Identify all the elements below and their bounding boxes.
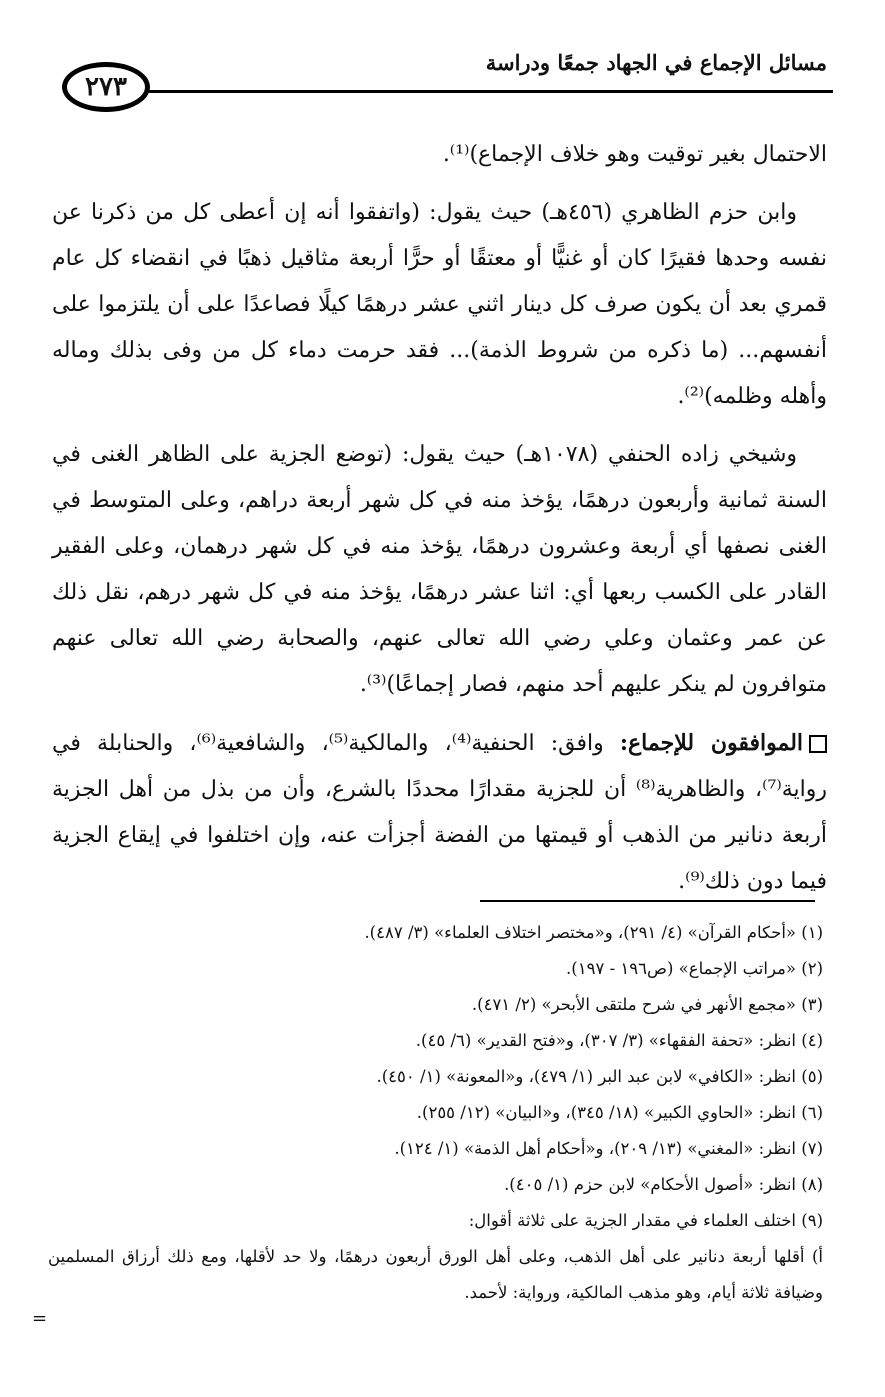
footnote-5: (٥) انظر: «الكافي» لابن عبد البر (١/ ٤٧٩)، و«المعونة» (١/ ٤٥٠). (376, 1067, 823, 1086)
footnote-9: (٩) اختلف العلماء في مقدار الجزية على ثلاثة أقوال: (468, 1211, 823, 1230)
running-title: مسائل الإجماع في الجهاد جمعًا ودراسة (485, 50, 827, 75)
footnote-6: (٦) انظر: «الحاوي الكبير» (١٨/ ٣٤٥)، و«البيان» (١٢/ ٢٥٥). (416, 1103, 823, 1122)
footnote-1: (١) «أحكام القرآن» (٤/ ٢٩١)، و«مختصر اختلاف العلماء» (٣/ ٤٨٧). (364, 923, 823, 942)
footnote-9-continuation: أ) أقلها أربعة دنانير على أهل الذهب، وعلى أهل الورق أربعون درهمًا، ولا حد لأقلها، ومع ذلك أرزاق المسلمين وضيافة ثلاثة أيام، وهو مذهب المالكية، ورواية: لأحمد. (48, 1247, 823, 1302)
agreeing-heading: الموافقون للإجماع: (619, 730, 804, 756)
footnote-4: (٤) انظر: «تحفة الفقهاء» (٣/ ٣٠٧)، و«فتح القدير» (٦/ ٤٥). (415, 1031, 823, 1050)
header-rule (148, 90, 833, 93)
footnote-separator (480, 900, 815, 902)
page-number: ٢٧٣ (85, 72, 127, 102)
continuation-mark: = (32, 1308, 48, 1329)
agreeing-text: وافق: الحنفية⁽⁴⁾، والمالكية⁽⁵⁾، والشافعية⁽⁶⁾، والحنابلة في رواية⁽⁷⁾، والظاهرية⁽⁸⁾ أن للجزية مقدارًا محددًا بالشرع، وأن من بذل من أهل الجزية أربعة دنانير من الذهب أو قيمتها من الفضة أجزأت عنه، وإن اختلفوا في إيقاع الجزية فيما دون ذلك⁽⁹⁾. (52, 731, 827, 894)
footnote-2: (٢) «مراتب الإجماع» (ص١٩٦ - ١٩٧). (566, 959, 823, 978)
paragraph-shaykhi-zadeh: وشيخي زاده الحنفي (١٠٧٨هـ) حيث يقول: (توضع الجزية على الظاهر الغنى في السنة ثمانية وأربعون درهمًا، يؤخذ منه في كل شهر أربعة دراهم، وعلى المتوسط في الغنى نصفها أي أربعة وعشرون درهمًا، يؤخذ منه في كل شهر درهمان، وعلى الفقير القادر على الكسب ربعها أي: اثنا عشر درهمًا، يؤخذ منه في كل شهر درهم، نقل ذلك عن عمر وعثمان وعلي رضي الله تعالى عنهم، والصحابة رضي الله تعالى عنهم متوافرون لم ينكر عليهم أحد منهم، فصار إجماعًا)⁽³⁾. (52, 442, 827, 697)
page-header (0, 0, 885, 120)
paragraph-1: الاحتمال بغير توقيت وهو خلاف الإجماع)⁽¹⁾. (442, 142, 827, 167)
square-bullet-icon (809, 735, 827, 753)
footnote-7: (٧) انظر: «المغني» (١٣/ ٢٠٩)، و«أحكام أهل الذمة» (١/ ١٢٤). (394, 1139, 823, 1158)
footnote-3: (٣) «مجمع الأنهر في شرح ملتقى الأبحر» (٢/ ٤٧١). (471, 995, 823, 1014)
footnote-8: (٨) انظر: «أصول الأحكام» لابن حزم (١/ ٤٠٥). (504, 1175, 823, 1194)
paragraph-agreeing (52, 720, 827, 905)
paragraph-ibn-hazm: وابن حزم الظاهري (٤٥٦هـ) حيث يقول: (واتفقوا أنه إن أعطى كل من ذكرنا عن نفسه وحدها فقيرًا كان أو غنيًّا أو معتقًا أو حرًّا أربعة مثاقيل ذهبًا في انقضاء كل عام قمري بعد أن يكون صرف كل دينار اثني عشر درهمًا كيلًا فصاعدًا على أن يلتزموا على أنفسهم... (ما ذكره من شروط الذمة)... فقد حرمت دماء كل من وفى بذلك وماله وأهله وظلمه)⁽²⁾. (52, 200, 827, 409)
page-number-badge (62, 62, 150, 112)
footnotes (48, 915, 823, 1311)
main-text (52, 132, 827, 917)
